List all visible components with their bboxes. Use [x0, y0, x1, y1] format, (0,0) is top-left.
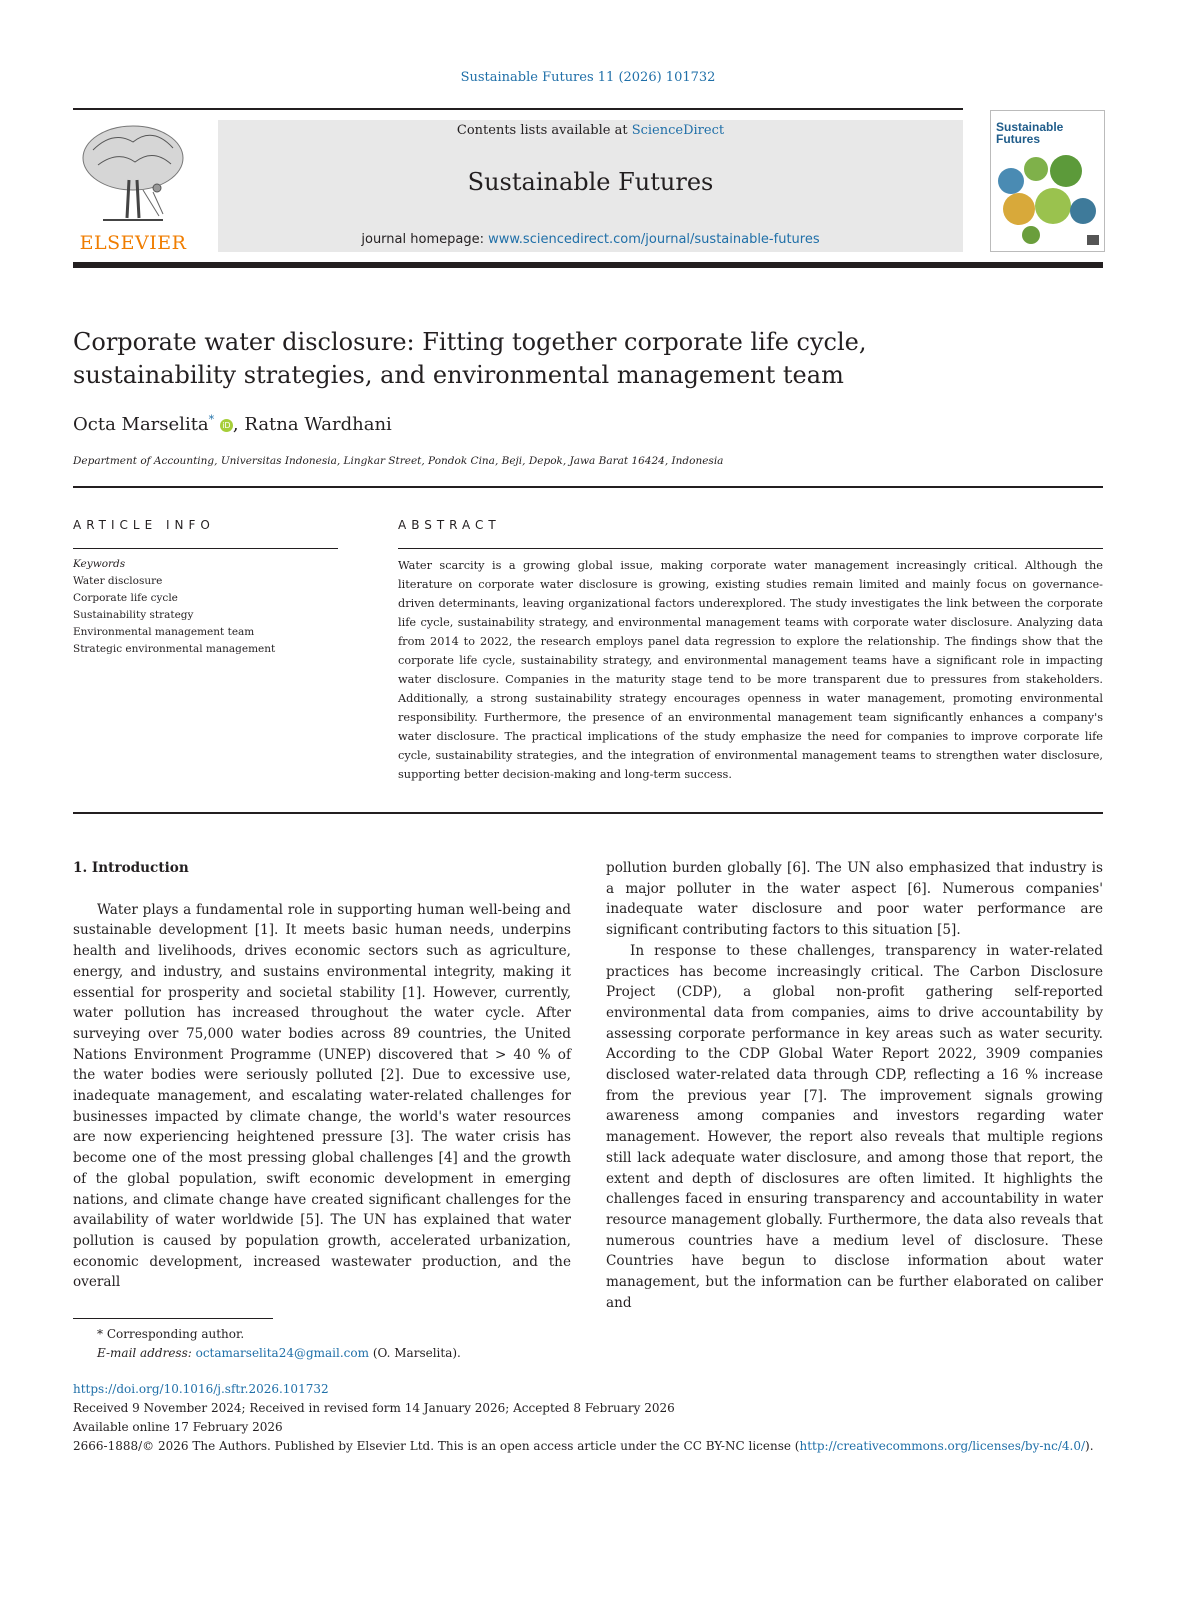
journal-cover-thumbnail[interactable]	[990, 110, 1105, 252]
license-suffix: ).	[1085, 1439, 1094, 1453]
license-prefix: 2666-1888/© 2026 The Authors. Published by Elsevier Ltd. This is an open access article under the CC BY-NC license (	[73, 1439, 800, 1453]
homepage-link[interactable]: www.sciencedirect.com/journal/sustainable-futures	[488, 232, 820, 247]
article-info-heading: ARTICLE INFO	[73, 518, 215, 532]
email-suffix: (O. Marselita).	[369, 1346, 461, 1360]
title-rule	[73, 486, 1103, 488]
keyword-item: Environmental management team	[73, 626, 255, 638]
cover-art-icon	[991, 111, 1104, 251]
header-thick-rule	[73, 262, 1103, 268]
body-paragraph: pollution burden globally [6]. The UN also emphasized that industry is a major polluter in the water aspect [6]. Numerous companies' inadequate water disclosure and poor water performance are significant contributing factors to this situation [5].	[606, 860, 1103, 939]
article-title-line2: sustainability strategies, and environmental management team	[73, 361, 844, 389]
header-rule	[73, 108, 963, 110]
license-link[interactable]: http://creativecommons.org/licenses/by-nc/4.0/	[799, 1439, 1086, 1453]
journal-banner	[218, 120, 963, 252]
body-column-left	[73, 858, 571, 1293]
sciencedirect-link[interactable]: ScienceDirect	[631, 123, 725, 138]
article-title-line1: Corporate water disclosure: Fitting together corporate life cycle,	[73, 328, 867, 356]
elsevier-logo[interactable]	[73, 120, 193, 254]
keyword-item: Water disclosure	[73, 575, 163, 587]
license-line	[73, 1437, 1103, 1456]
publisher-wordmark: ELSEVIER	[79, 232, 187, 254]
author-separator: ,	[232, 414, 245, 435]
body-column-right	[606, 858, 1103, 1313]
journal-homepage	[218, 232, 963, 247]
corresponding-author-note: * Corresponding author.	[97, 1327, 245, 1341]
keyword-item: Strategic environmental management	[73, 643, 276, 655]
corresponding-author-mark[interactable]: *	[208, 413, 215, 426]
abstract-bottom-rule	[73, 812, 1103, 814]
email-link[interactable]: octamarselita24@gmail.com	[195, 1346, 369, 1360]
author-list	[73, 413, 392, 435]
article-title	[73, 326, 1103, 392]
received-dates: Received 9 November 2024; Received in revised form 14 January 2026; Accepted 8 February 2026	[73, 1401, 675, 1415]
abstract-heading: ABSTRACT	[398, 518, 501, 532]
footnote-rule	[73, 1318, 273, 1319]
email-line	[73, 1344, 461, 1363]
body-paragraph: Water plays a fundamental role in supporting human well-being and sustainable development [1]. It meets basic human needs, underpins health and livelihoods, drives economic sectors such as agriculture, energy, and industry, and sustains environmental integrity, making it essential for prosperity and societal stability [1]. However, currently, water pollution has increased throughout the water cycle. After surveying over 75,000 water bodies across 89 countries, the United Nations Environment Programme (UNEP) discovered that > 40 % of the water bodies were seriously polluted [2]. Due to excessive use, inadequate management, and escalating water-related challenges for businesses impacted by climate change, the world's water resources are now experiencing heightened pressure [3]. The water crisis has become one of the most pressing global challenges [4] and the growth of the global population, swift economic development in emerging nations, and climate change have created significant challenges for the availability of water worldwide [5]. The UN has explained that water pollution is caused by population growth, accelerated urbanization, economic development, increased wastewater production, and the overall	[73, 901, 571, 1291]
doi-link[interactable]: https://doi.org/10.1016/j.sftr.2026.101732	[73, 1382, 329, 1396]
contents-line	[218, 123, 963, 138]
author-name[interactable]: Ratna Wardhani	[244, 414, 392, 435]
keyword-item: Sustainability strategy	[73, 609, 194, 621]
abstract-rule	[398, 548, 1103, 549]
cover-title-line2: Futures	[996, 132, 1041, 146]
tree-logo-icon	[73, 120, 193, 230]
contents-prefix: Contents lists available at	[456, 123, 632, 138]
homepage-prefix: journal homepage:	[361, 232, 489, 247]
keywords-label: Keywords	[73, 558, 126, 570]
affiliation: Department of Accounting, Universitas Indonesia, Lingkar Street, Pondok Cina, Beji, Depok, Jawa Barat 16424, Indonesia	[73, 455, 724, 467]
keyword-item: Corporate life cycle	[73, 592, 178, 604]
author-name[interactable]: Octa Marselita	[73, 414, 209, 435]
email-label: E-mail address:	[97, 1346, 196, 1360]
section-heading: 1. Introduction	[73, 860, 189, 876]
article-metadata	[73, 1380, 1103, 1456]
body-paragraph: In response to these challenges, transparency in water-related practices has become increasingly critical. The Carbon Disclosure Project (CDP), a global non-profit gathering self-reported environmental data from companies, aims to drive accountability by assessing corporate performance in key areas such as water security. According to the CDP Global Water Report 2022, 3909 companies disclosed water-related data through CDP, reflecting a 16 % increase from the previous year [7]. The improvement signals growing awareness among companies and investors regarding water management. However, the report also reveals that multiple regions still lack adequate water disclosure, and among those that report, the extent and depth of disclosures are often limited. It highlights the challenges faced in ensuring transparency and accountability in water resource management globally. Furthermore, the data also reveals that numerous countries have a medium level of disclosure. These Countries have begun to disclose information about water management, but the information can be further elaborated on caliber and	[606, 942, 1103, 1311]
abstract-text: Water scarcity is a growing global issue, making corporate water management increasingly critical. Although the literature on corporate water disclosure is growing, existing studies remain limited and mainly focus on governance-driven determinants, leaving organizational factors underexplored. The study investigates the link between the corporate life cycle, sustainability strategy, and environmental management teams with corporate water disclosure. Analyzing data from 2014 to 2022, the research employs panel data regression to explore the relationship. The findings show that the corporate life cycle, sustainability strategy, and environmental management teams have a significant role in impacting water disclosure. Companies in the maturity stage tend to be more transparent due to pressures from stakeholders. Additionally, a strong sustainability strategy encourages openness in water management, promoting environmental responsibility. Furthermore, the presence of an environmental management team significantly enhances a company's water disclosure. The practical implications of the study emphasize the need for companies to improve corporate life cycle, sustainability strategies, and the integration of environmental management teams to strengthen water disclosure, supporting better decision-making and long-term success.	[398, 559, 1103, 781]
keywords-block	[73, 556, 275, 658]
cover-title-line1: Sustainable	[996, 120, 1064, 134]
footnote	[73, 1325, 461, 1363]
article-info-rule	[73, 548, 338, 549]
available-online: Available online 17 February 2026	[73, 1420, 283, 1434]
journal-reference[interactable]: Sustainable Futures 11 (2026) 101732	[460, 70, 716, 85]
orcid-icon[interactable]: iD	[220, 419, 233, 432]
journal-title: Sustainable Futures	[467, 168, 714, 196]
